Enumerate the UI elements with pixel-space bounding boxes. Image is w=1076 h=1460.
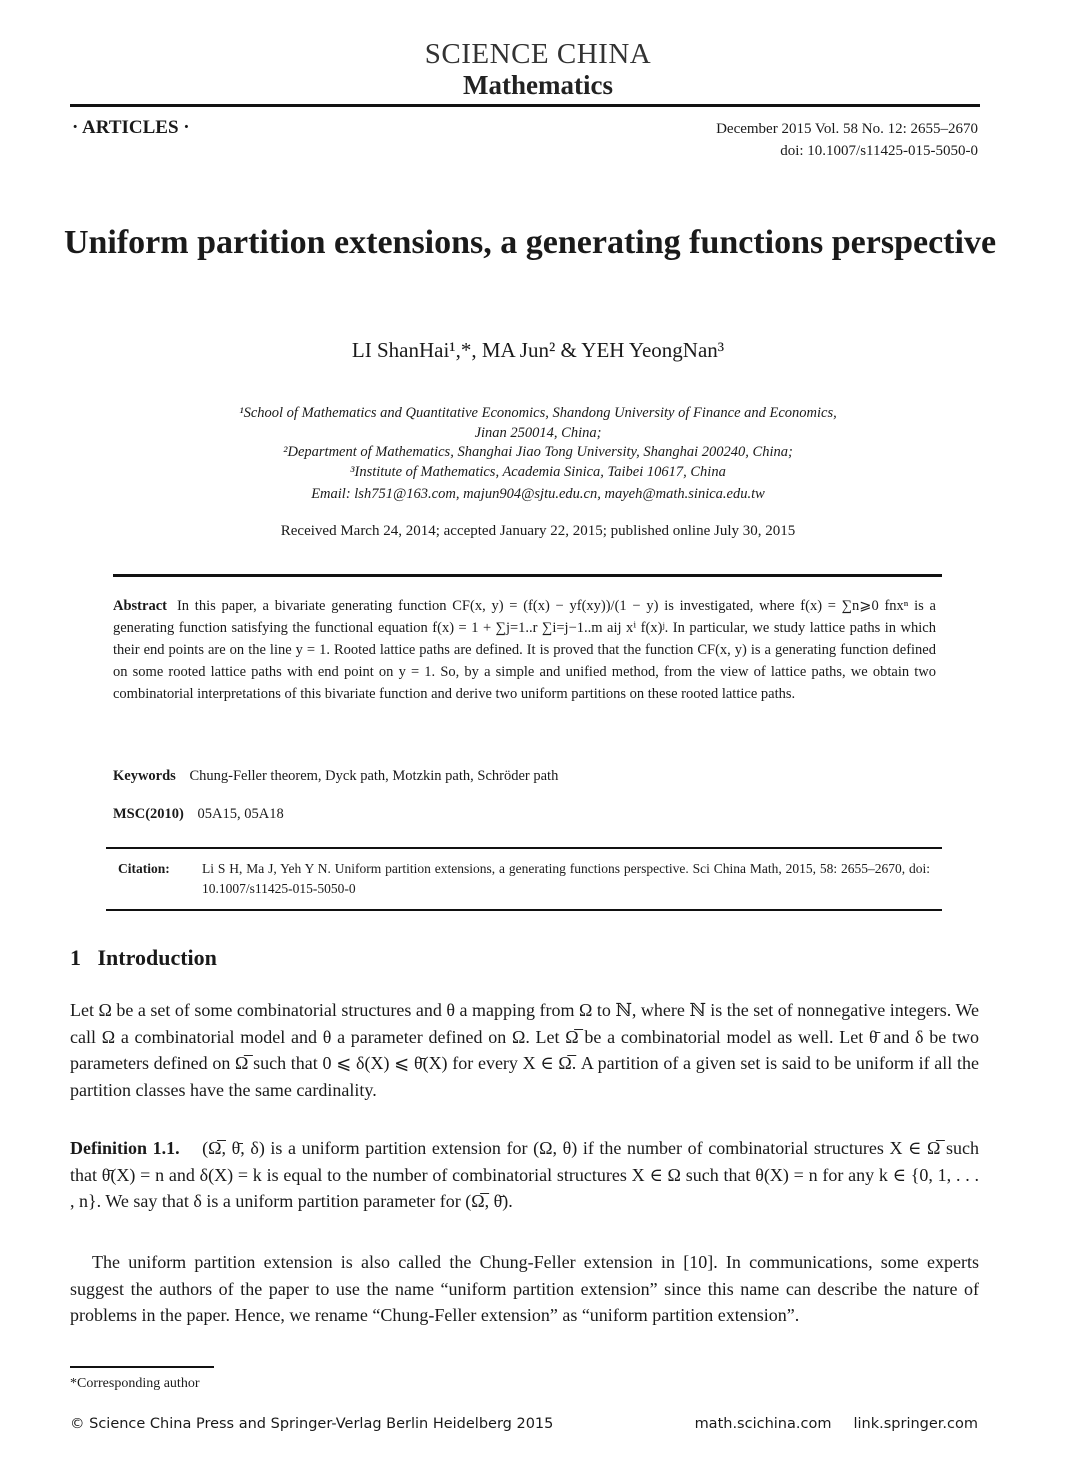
section-tag: · ARTICLES ·: [72, 117, 190, 138]
header-rule: [70, 104, 980, 107]
citation: [118, 859, 930, 899]
abstract-label: Abstract: [113, 598, 167, 614]
abstract: [113, 595, 936, 705]
affiliation-line: Jinan 250014, China;: [474, 424, 602, 441]
msc-label: MSC(2010): [113, 806, 184, 822]
copyright: © Science China Press and Springer-Verlag Berlin Heidelberg 2015: [70, 1416, 554, 1432]
abstract-text: In this paper, a bivariate generating function CF(x, y) = (f(x) − yf(xy))/(1 − y) is investigated, where f(x) = ∑n⩾0 fnxⁿ is a generating function satisfying the functional equation f(x) = 1 + ∑j=1..r ∑i=j−1..m aij xⁱ f(x)ʲ. In particular, we study lattice paths in which their end points are on the line y = 1. Rooted lattice paths are defined. It is proved that the function CF(x, y) is a generating function defined on some rooted lattice paths with end point on y = 1. So, by a simple and unified method, from the view of lattice paths, we obtain two combinatorial interpretations of this bivariate function and derive two uniform partitions on these rooted lattice paths.: [113, 598, 936, 702]
msc-text: 05A15, 05A18: [197, 806, 284, 822]
keywords-text: Chung-Feller theorem, Dyck path, Motzkin path, Schröder path: [189, 768, 559, 784]
journal-name: SCIENCE CHINA: [424, 38, 652, 70]
citation-label: Citation:: [118, 861, 170, 876]
section-heading: [70, 945, 217, 971]
paper-title: Uniform partition extensions, a generating functions perspective: [63, 224, 997, 261]
citation-top-rule: [106, 847, 942, 849]
footnote: *Corresponding author: [70, 1376, 200, 1391]
affiliations: [0, 404, 1076, 505]
body-paragraph: The uniform partition extension is also called the Chung-Feller extension in [10]. In communications, some experts suggest the authors of the paper to use the name “uniform partition extension” since this name can describe the nature of problems in the paper. Hence, we rename “Chung-Feller extension” as “uniform partition extension”.: [70, 1252, 979, 1325]
springer-link[interactable]: link.springer.com: [853, 1416, 978, 1432]
intro-paragraph: Let Ω be a set of some combinatorial structures and θ a mapping from Ω to ℕ, where ℕ is the set of nonnegative integers. We call Ω a combinatorial model and θ a parameter defined on Ω. Let Ω̅ be a combinatorial model as well. Let θ̄ and δ be two parameters defined on Ω̅ such that 0 ⩽ δ(X) ⩽ θ̄(X) for every X ∈ Ω̅. A partition of a given set is said to be uniform if all the partition classes have the same cardinality.: [70, 1000, 979, 1100]
abstract-top-rule: [113, 574, 942, 577]
affiliation-line: ³Institute of Mathematics, Academia Sinica, Taibei 10617, China: [350, 463, 726, 480]
authors: LI ShanHai¹,*, MA Jun² & YEH YeongNan³: [351, 338, 725, 362]
doi-line: doi: 10.1007/s11425-015-5050-0: [780, 143, 978, 159]
citation-text: Li S H, Ma J, Yeh Y N. Uniform partition extensions, a generating functions perspective. Sci China Math, 2015, 58: 2655–2670, doi: 10.1007/s11425-015-5050-0: [202, 861, 930, 896]
definition: [70, 1135, 979, 1215]
affiliation-line: ²Department of Mathematics, Shanghai Jiao Tong University, Shanghai 200240, China;: [283, 444, 793, 460]
citation-bottom-rule: [106, 909, 942, 911]
footer-links: [673, 1416, 978, 1432]
definition-label: Definition 1.1.: [70, 1138, 180, 1158]
affiliation-line: ¹School of Mathematics and Quantitative Economics, Shandong University of Finance and Economics,: [239, 405, 837, 421]
journal-subject: Mathematics: [463, 70, 613, 100]
email-line: Email: lsh751@163.com, majun904@sjtu.edu.cn, mayeh@math.sinica.edu.tw: [311, 486, 765, 502]
issue-line: December 2015 Vol. 58 No. 12: 2655–2670: [716, 121, 978, 137]
definition-text: (Ω̅, θ̄, δ) is a uniform partition extension for (Ω, θ) if the number of combinatorial structures X ∈ Ω̅ such that θ̄(X) = n and δ(X) = k is equal to the number of combinatorial structures X ∈ Ω such that θ(X) = n for any k ∈ {0, 1, . . . , n}. We say that δ is a uniform partition parameter for (Ω̅, θ̄).: [70, 1138, 979, 1211]
received-dates: Received March 24, 2014; accepted January 22, 2015; published online July 30, 2015: [280, 523, 796, 539]
msc: [113, 806, 284, 823]
section-title: Introduction: [97, 945, 217, 970]
journal-link[interactable]: math.scichina.com: [694, 1416, 832, 1432]
section-number: 1: [70, 945, 81, 970]
issue-info: [716, 118, 978, 162]
keywords: [113, 768, 558, 785]
keywords-label: Keywords: [113, 768, 176, 784]
footnote-rule: [70, 1366, 214, 1368]
